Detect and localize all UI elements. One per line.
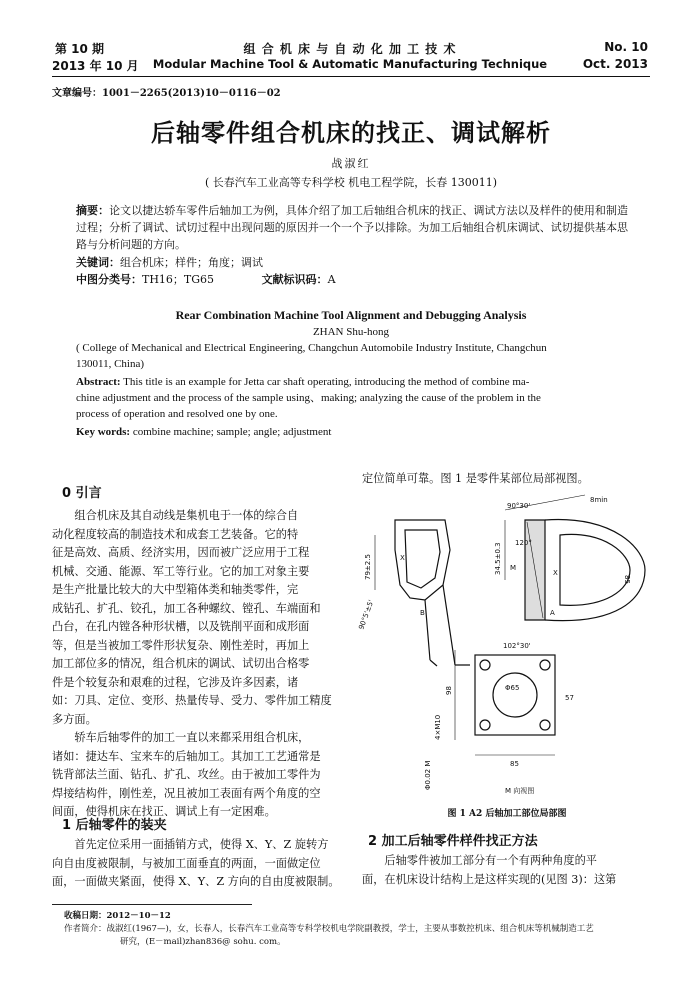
affiliation-cn: ( 长春汽车工业高等专科学校 机电工程学院，长春 130011) xyxy=(204,176,498,189)
keywords-en-text: combine machine; sample; angle; adjustment xyxy=(130,426,332,438)
footnote xyxy=(64,910,654,949)
footnote-rule xyxy=(52,904,252,905)
fig-label-phi65: Φ65 xyxy=(505,684,520,692)
doc-code-label: 文献标识码： xyxy=(261,273,328,286)
keywords-en xyxy=(76,424,331,440)
fig-label-x1: X xyxy=(400,554,405,562)
classification-label: 中图分类号： xyxy=(76,273,142,286)
right-column-intro: 定位简单可靠。图 1 是零件某部位局部视图。 xyxy=(362,472,589,485)
abstract-en xyxy=(76,374,636,422)
keywords-cn xyxy=(76,254,263,271)
fig-label-m: M xyxy=(510,564,517,572)
fig-label-tol: Φ0.02 M xyxy=(424,760,432,790)
paper-title-en: Rear Combination Machine Tool Alignment and Debugging Analysis xyxy=(175,308,527,322)
fig-label-a: A xyxy=(550,609,555,617)
fig-mview-hole-1 xyxy=(480,660,490,670)
classification-code: TH16；TG65 xyxy=(142,273,215,286)
text-line: 面，在机床设计结构上是这样实现的(见图 3)：这第 xyxy=(362,872,617,886)
paper-title-cn: 后轴零件组合机床的找正、调试解析 xyxy=(151,119,551,147)
fig-arm-legs xyxy=(425,585,470,666)
doc-code: A xyxy=(327,273,336,286)
fig-label-85h: 85 xyxy=(510,760,519,768)
text-line: 诸如：捷达车、宝来车的后轴加工。其加工工艺通常是 xyxy=(52,749,321,763)
text-line: 组合机床及其自动线是集机电于一体的综合自 xyxy=(74,509,299,522)
section-1-paragraph-1 xyxy=(52,836,342,892)
fig-label-57: 57 xyxy=(565,694,574,702)
fig-label-79: 79±2.5 xyxy=(364,554,372,580)
section-0-paragraph-2 xyxy=(52,729,342,822)
abstract-en-line3: process of operation and resolved one by one. xyxy=(76,408,278,420)
text-line: 轿车后轴零件的加工一直以来都采用组合机床， xyxy=(74,731,310,744)
fig-label-b1: B xyxy=(420,609,425,617)
abstract-cn xyxy=(76,202,628,253)
text-line: 后轴零件被加工部分有一个有两种角度的平 xyxy=(384,854,597,867)
fig-label-102: 102°30' xyxy=(503,642,531,650)
section-2-heading: 2 加工后轴零件样件找正方法 xyxy=(368,834,538,849)
text-line: 加工部位多的情况，组合机床的调试、试切出合格零 xyxy=(52,657,310,670)
issue-date-en: Oct. 2013 xyxy=(582,57,648,71)
text-line: 向自由度被限制，与被加工面垂直的两面，一面做定位 xyxy=(52,856,321,870)
text-line: 首先定位采用一面插销方式，使得 X、Y、Z 旋转方 xyxy=(74,838,329,851)
fig-label-98: 98 xyxy=(445,686,453,695)
section-1-heading: 1 后轴零件的装夹 xyxy=(62,818,167,833)
text-line: 铣背部法兰面、钻孔、扩孔、攻丝。由于被加工零件为 xyxy=(52,768,321,781)
footnote-bio-line2: 研究，(E－mail)zhan836@ sohu. com。 xyxy=(120,937,286,947)
text-line: 动化程度较高的制造技术和成套工艺装备。它的特 xyxy=(52,527,299,541)
fig-mview-bore xyxy=(493,673,537,717)
text-line: 征是高效、高质、经济实用，因而被广泛应用于工程 xyxy=(52,546,310,559)
article-number: 文章编号：1001－2265(2013)10－0116－02 xyxy=(52,88,281,99)
section-2-paragraph-1 xyxy=(362,852,652,889)
fig-label-8min: 8min xyxy=(590,496,608,504)
fig-label-angle-top: 90°30' xyxy=(507,502,531,510)
text-line: 焊接结构件，刚性差，况且被加工表面有两个角度的空 xyxy=(52,786,321,800)
section-0-body xyxy=(52,507,342,822)
abstract-en-line2: chine adjustment and the process of the sample using、making; analyzing the cause of the problem in the xyxy=(76,392,541,404)
abstract-en-line1: This title is an example for Jetta car shaft operating, introducing the method of combine ma- xyxy=(120,376,530,388)
fig-mview-hole-4 xyxy=(540,720,550,730)
fig-mview-hole-3 xyxy=(480,720,490,730)
issue-date: 2013 年 10 月 xyxy=(52,59,139,73)
text-line: 是生产批量比较大的大中型箱体类和轴类零件，完 xyxy=(52,583,299,596)
header-rule xyxy=(52,76,650,77)
footnote-bio-line1: 作者简介：战淑红(1967—)，女，长春人，长春汽车工业高等专科学校机电学院副教授，学士，主要从事数控机床、组合机床等机械制造工艺 xyxy=(64,924,594,934)
text-line: 间面，使得机床在找正、调试上有一定困难。 xyxy=(52,805,276,818)
section-0-heading: 0 引言 xyxy=(62,486,102,501)
figure-1-drawing xyxy=(355,490,655,800)
keywords-en-label: Key words: xyxy=(76,426,131,438)
footnote-received: 收稿日期：2012－10－12 xyxy=(64,911,171,921)
affiliation-en xyxy=(76,340,636,372)
text-line: 凸台，在孔内镗各种形状槽，以及铣削平面和成形面 xyxy=(52,620,310,633)
section-2-body xyxy=(362,852,652,889)
fig-view-label: M 向视图 xyxy=(505,787,535,795)
section-1-body xyxy=(52,836,342,892)
text-line: 面，一面做夹紧面，使得 X、Y、Z 方向的自由度被限制。 xyxy=(52,875,340,888)
issue-number-en: No. 10 xyxy=(604,40,648,54)
classification xyxy=(76,271,636,288)
fig-mview-hole-2 xyxy=(540,660,550,670)
fig-mview-square xyxy=(475,655,555,735)
author-en: ZHAN Shu-hong xyxy=(312,326,390,338)
author-cn: 战淑红 xyxy=(331,157,371,170)
abstract-cn-label: 摘要： xyxy=(76,204,110,217)
text-line: 多方面。 xyxy=(52,712,97,726)
text-line: 成钻孔、扩孔、铰孔，加工各种螺纹、镗孔、车端面和 xyxy=(52,601,321,615)
fig-label-345: 34.5±0.3 xyxy=(494,542,502,575)
text-line: 如：刀具、定位、变形、热量传导、受力、零件加工精度 xyxy=(52,694,332,707)
fig-label-120: 120° xyxy=(515,539,532,547)
fig-body-inner xyxy=(560,534,630,605)
text-line: 等，但是当被加工零件形状复杂、刚性差时，再加上 xyxy=(52,638,310,652)
keywords-cn-text: 组合机床；样件；角度；调试 xyxy=(120,256,263,269)
section-0-paragraph-1 xyxy=(52,507,342,729)
fig-arm-inner xyxy=(405,530,440,588)
journal-title-cn: 组 合 机 床 与 自 动 化 加 工 技 术 xyxy=(243,42,457,56)
text-line: 件是个较复杂和艰难的过程，它涉及许多因素，诸 xyxy=(52,675,299,689)
figure-1-caption: 图 1 A2 后轴加工部位局部图 xyxy=(447,809,567,819)
fig-label-angle-left: 90°5'±5' xyxy=(357,598,376,631)
affiliation-en-line2: 130011, China) xyxy=(76,358,145,370)
issue-number: 第 10 期 xyxy=(55,42,105,56)
fig-label-85v: 85 xyxy=(623,575,631,584)
fig-label-m10: 4×M10 xyxy=(434,714,442,740)
journal-title-en: Modular Machine Tool & Automatic Manufacturing Technique xyxy=(152,57,548,71)
affiliation-en-line1: ( College of Mechanical and Electrical Engineering, Changchun Automobile Industry Institute, Changchun xyxy=(76,342,547,354)
keywords-cn-label: 关键词： xyxy=(76,256,120,269)
abstract-cn-text: 论文以捷达轿车零件后轴加工为例，具体介绍了加工后轴组合机床的找正、调试方法以及样件的使用和制造过程；分析了调试、试切过程中出现问题的原因并一个一个予以排除。为加工后轴组合机床调试、试切提供基本思路与分析问题的方向。 xyxy=(76,204,628,251)
fig-label-x2: X xyxy=(553,569,558,577)
text-line: 机械、交通、能源、军工等行业。它的加工对象主要 xyxy=(52,564,310,578)
abstract-en-label: Abstract: xyxy=(76,376,121,388)
